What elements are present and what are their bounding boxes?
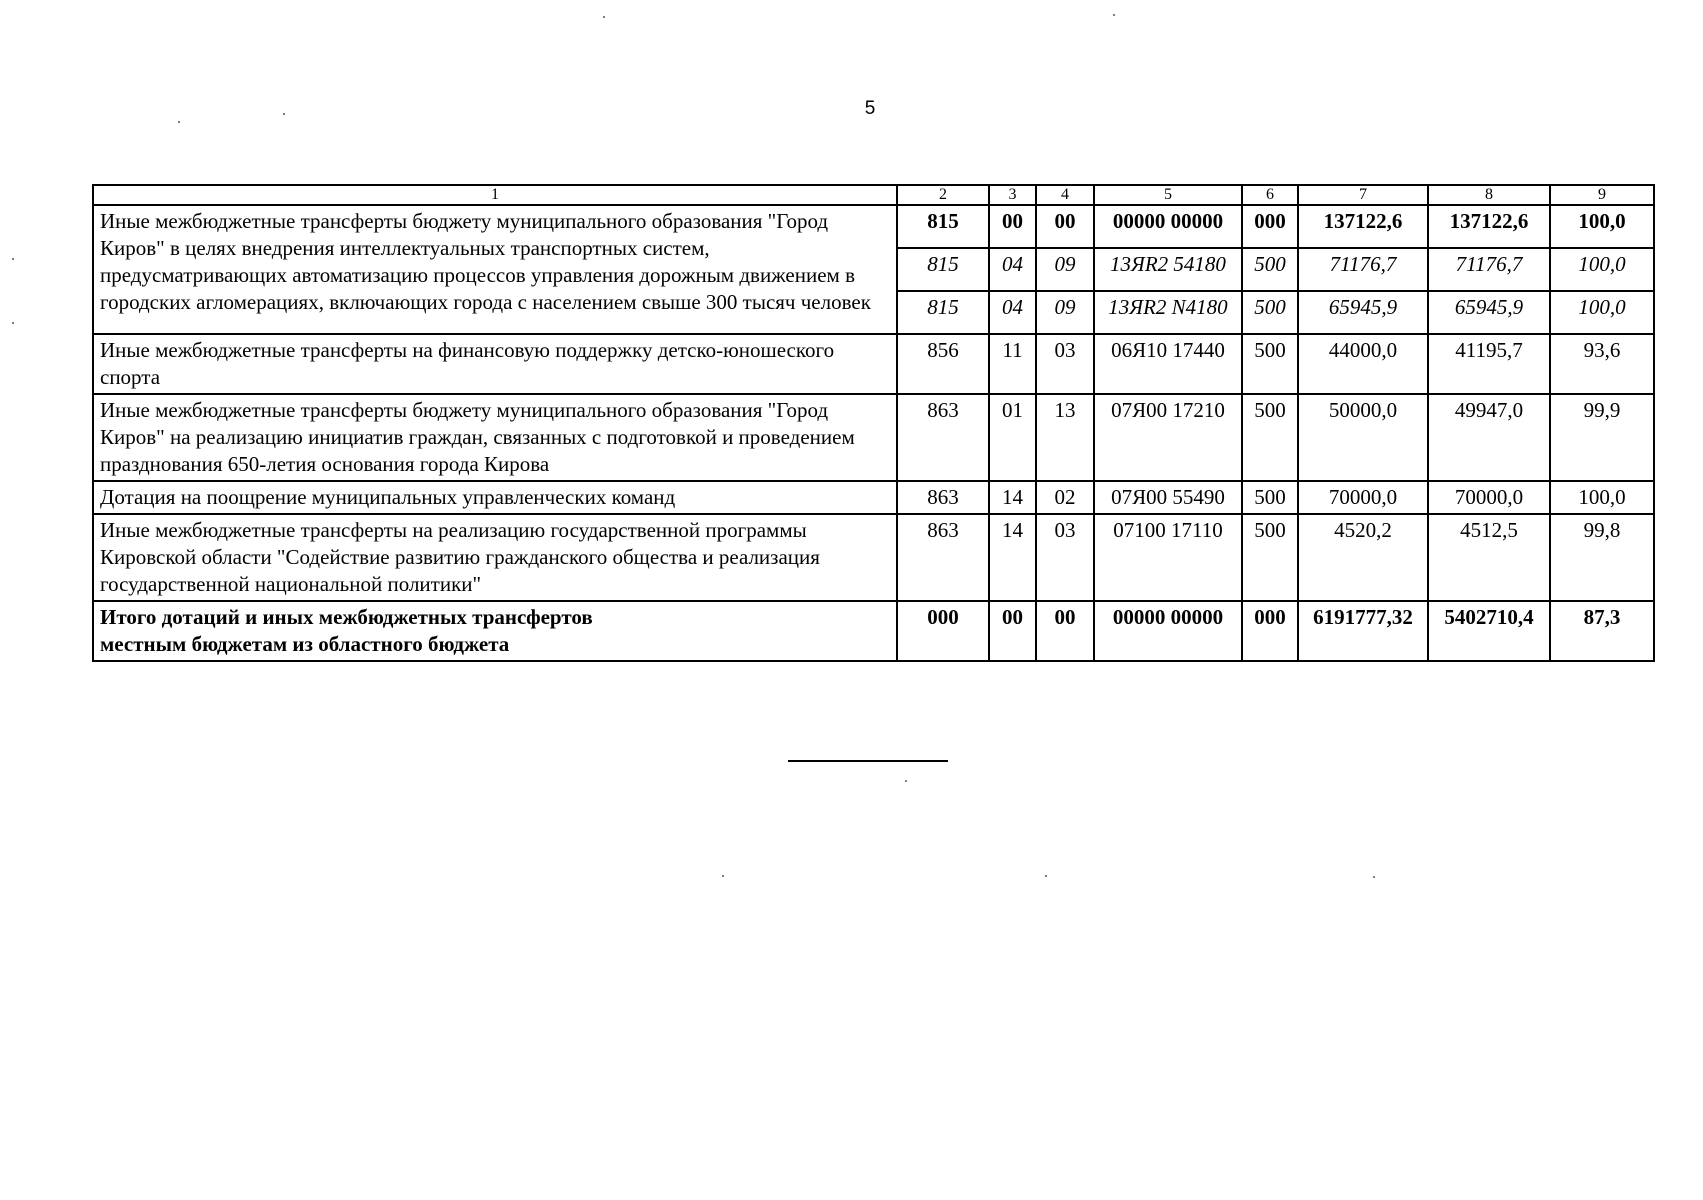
cell: 09 — [1036, 291, 1094, 334]
cell: 00 — [1036, 205, 1094, 248]
cell: 500 — [1242, 394, 1298, 481]
cell: 70000,0 — [1428, 481, 1550, 514]
cell: 863 — [897, 481, 989, 514]
cell: 5402710,4 — [1428, 601, 1550, 661]
scan-speck — [12, 258, 14, 260]
cell: 99,9 — [1550, 394, 1654, 481]
cell: 815 — [897, 205, 989, 248]
end-rule — [788, 760, 948, 762]
cell: 41195,7 — [1428, 334, 1550, 394]
cell: 500 — [1242, 334, 1298, 394]
cell: 01 — [989, 394, 1036, 481]
scan-speck — [1373, 876, 1375, 878]
total-line-1: Итого дотаций и иных межбюджетных трансфертов — [100, 605, 593, 629]
scan-speck — [1045, 875, 1047, 877]
header-row — [93, 185, 1654, 205]
scan-speck — [905, 780, 907, 782]
cell: 03 — [1036, 334, 1094, 394]
cell: 4520,2 — [1298, 514, 1428, 601]
cell: 00 — [1036, 601, 1094, 661]
cell: 13 — [1036, 394, 1094, 481]
scan-speck — [12, 322, 14, 324]
row-description: Дотация на поощрение муниципальных управленческих команд — [93, 481, 897, 514]
cell: 93,6 — [1550, 334, 1654, 394]
scan-speck — [603, 16, 605, 18]
cell: 6191777,32 — [1298, 601, 1428, 661]
budget-table — [92, 184, 1655, 662]
table-row — [93, 481, 1654, 514]
cell: 44000,0 — [1298, 334, 1428, 394]
scan-speck — [178, 121, 180, 123]
cell: 000 — [1242, 601, 1298, 661]
row-description: Иные межбюджетные трансферты на реализацию государственной программы Кировской области "Содействие развитию гражданского общества и реализация государственной национальной политики" — [93, 514, 897, 601]
total-line-2: местным бюджетам из областного бюджета — [100, 632, 510, 656]
cell: 100,0 — [1550, 291, 1654, 334]
cell: 02 — [1036, 481, 1094, 514]
table-row — [93, 334, 1654, 394]
col-header-9: 9 — [1550, 185, 1654, 205]
cell: 100,0 — [1550, 205, 1654, 248]
cell: 49947,0 — [1428, 394, 1550, 481]
cell: 09 — [1036, 248, 1094, 291]
page-number: 5 — [864, 98, 876, 119]
cell: 11 — [989, 334, 1036, 394]
cell: 06Я10 17440 — [1094, 334, 1242, 394]
table-row — [93, 205, 1654, 248]
cell: 500 — [1242, 481, 1298, 514]
cell: 4512,5 — [1428, 514, 1550, 601]
cell: 07Я00 55490 — [1094, 481, 1242, 514]
cell: 04 — [989, 248, 1036, 291]
col-header-2: 2 — [897, 185, 989, 205]
cell: 99,8 — [1550, 514, 1654, 601]
cell: 00 — [989, 601, 1036, 661]
cell: 00000 00000 — [1094, 205, 1242, 248]
cell: 14 — [989, 481, 1036, 514]
cell: 815 — [897, 291, 989, 334]
col-header-1: 1 — [93, 185, 897, 205]
table-row — [93, 394, 1654, 481]
col-header-5: 5 — [1094, 185, 1242, 205]
cell: 13ЯR2 N4180 — [1094, 291, 1242, 334]
cell: 03 — [1036, 514, 1094, 601]
col-header-7: 7 — [1298, 185, 1428, 205]
cell: 100,0 — [1550, 248, 1654, 291]
col-header-6: 6 — [1242, 185, 1298, 205]
scan-speck — [722, 875, 724, 877]
cell: 815 — [897, 248, 989, 291]
cell: 500 — [1242, 514, 1298, 601]
total-description — [93, 601, 897, 661]
col-header-4: 4 — [1036, 185, 1094, 205]
cell: 00 — [989, 205, 1036, 248]
cell: 65945,9 — [1298, 291, 1428, 334]
cell: 07100 17110 — [1094, 514, 1242, 601]
cell: 14 — [989, 514, 1036, 601]
cell: 100,0 — [1550, 481, 1654, 514]
cell: 500 — [1242, 291, 1298, 334]
table-row — [93, 514, 1654, 601]
cell: 000 — [897, 601, 989, 661]
scan-speck — [1113, 14, 1115, 16]
col-header-3: 3 — [989, 185, 1036, 205]
cell: 137122,6 — [1298, 205, 1428, 248]
cell: 50000,0 — [1298, 394, 1428, 481]
cell: 863 — [897, 394, 989, 481]
cell: 856 — [897, 334, 989, 394]
row-description: Иные межбюджетные трансферты на финансовую поддержку детско-юношеского спорта — [93, 334, 897, 394]
cell: 137122,6 — [1428, 205, 1550, 248]
cell: 71176,7 — [1428, 248, 1550, 291]
cell: 70000,0 — [1298, 481, 1428, 514]
cell: 07Я00 17210 — [1094, 394, 1242, 481]
cell: 13ЯR2 54180 — [1094, 248, 1242, 291]
cell: 04 — [989, 291, 1036, 334]
total-row — [93, 601, 1654, 661]
cell: 500 — [1242, 248, 1298, 291]
cell: 87,3 — [1550, 601, 1654, 661]
row-description: Иные межбюджетные трансферты бюджету муниципального образования "Город Киров" на реализацию инициатив граждан, связанных с подготовкой и проведением празднования 650-летия основания города Кирова — [93, 394, 897, 481]
scan-speck — [283, 113, 285, 115]
row-description: Иные межбюджетные трансферты бюджету муниципального образования "Город Киров" в целях внедрения интеллектуальных транспортных систем, предусматривающих автоматизацию процессов управления дорожным движением в городских агломерациях, включающих города с населением свыше 300 тысяч человек — [93, 205, 897, 334]
cell: 863 — [897, 514, 989, 601]
cell: 000 — [1242, 205, 1298, 248]
cell: 71176,7 — [1298, 248, 1428, 291]
cell: 65945,9 — [1428, 291, 1550, 334]
col-header-8: 8 — [1428, 185, 1550, 205]
cell: 00000 00000 — [1094, 601, 1242, 661]
